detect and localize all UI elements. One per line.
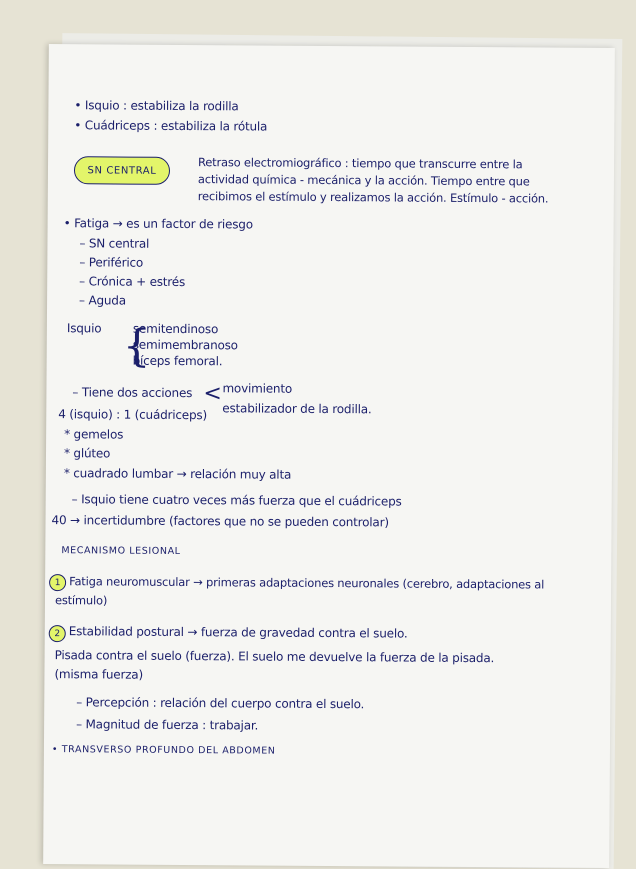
isquio-label: Isquio [67,321,102,335]
point-2-line-3: (misma fuerza) [54,667,143,682]
fatiga-item-aguda: – Aguda [79,293,126,307]
notebook-page [43,44,615,868]
fatiga-item-cronica: – Crónica + estrés [79,274,185,289]
curly-brace-symbol: { [123,325,151,369]
fatiga-item-sn-central: – SN central [79,236,149,250]
fatiga-item-periferico: – Periférico [79,255,143,269]
list-gluteo: * glúteo [64,446,110,460]
incertidumbre-line: 40 → incertidumbre (factores que no se pueden controlar) [51,513,388,529]
point-2-line-1: Estabilidad postural → fuerza de gravedad contra el suelo. [69,624,408,640]
number-1-badge: 1 [49,574,66,591]
accion-estabilizador: estabilizador de la rodilla. [222,401,371,416]
branch-symbol: < [203,381,222,406]
ratio-line: 4 (isquio) : 1 (cuádriceps) [58,407,207,422]
acciones-label: – Tiene dos acciones [72,385,192,400]
mecanismo-heading: MECANISMO LESIONAL [61,545,180,557]
definition-line-1: Retraso electromiográfico : tiempo que transcurre entre la [198,155,523,171]
sn-central-highlight-tag: SN CENTRAL [74,156,170,185]
point-1-line-1: Fatiga neuromuscular → primeras adaptaciones neuronales (cerebro, adaptaciones al [69,574,544,591]
point-1-line-2: estímulo) [55,593,107,607]
transverso-heading: • TRANSVERSO PROFUNDO DEL ABDOMEN [52,744,276,757]
muscle-semimembranoso: semimembranoso [133,338,238,353]
note-cuadriceps-rotula: • Cuádriceps : estabiliza la rótula [74,118,267,133]
fuerza-comparison: – Isquio tiene cuatro veces más fuerza que el cuádriceps [72,492,402,508]
definition-line-2: actividad química - mecánica y la acción. Tiempo entre que [198,172,530,188]
number-2-badge: 2 [49,625,66,642]
list-cuadrado-lumbar: * cuadrado lumbar → relación muy alta [64,466,291,482]
percepcion-line: – Percepción : relación del cuerpo contra el suelo. [76,695,364,711]
list-gemelos: * gemelos [64,427,123,441]
muscle-biceps-femoral: bíceps femoral. [133,354,223,369]
accion-movimiento: movimiento [222,381,292,395]
muscle-semitendinoso: semitendinoso [133,322,218,337]
definition-line-3: recibimos el estímulo y realizamos la acción. Estímulo - acción. [198,189,549,205]
note-isquio-rodilla: • Isquio : estabiliza la rodilla [74,98,238,113]
magnitud-line: – Magnitud de fuerza : trabajar. [76,717,258,732]
point-2-line-2: Pisada contra el suelo (fuerza). El suelo me devuelve la fuerza de la pisada. [55,648,495,665]
fatiga-heading: • Fatiga → es un factor de riesgo [64,216,253,231]
